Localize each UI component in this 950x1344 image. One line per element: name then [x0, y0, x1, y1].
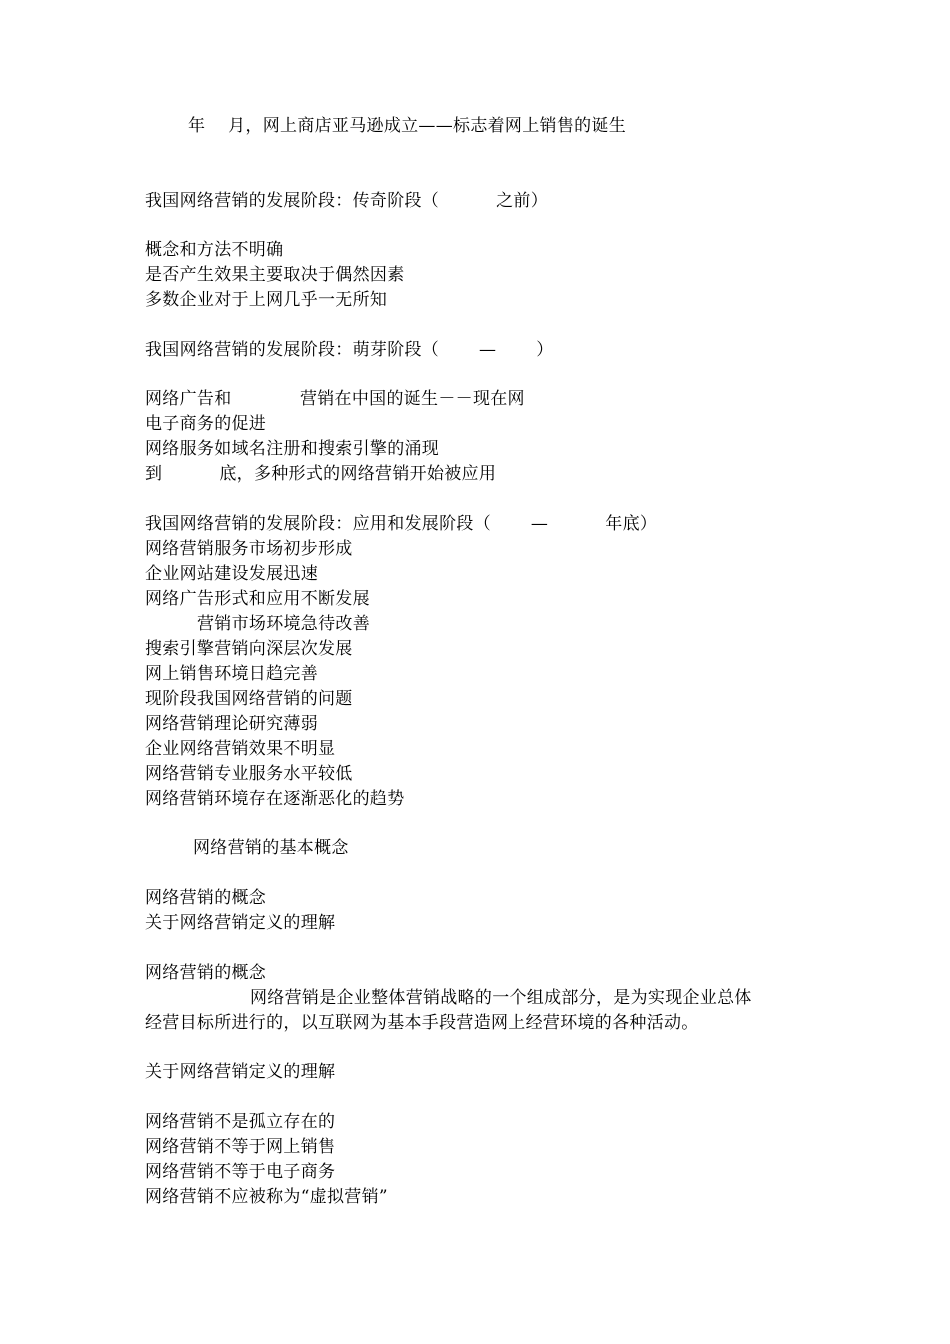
definition-paragraph-line-1: 网络营销是企业整体营销战略的一个组成部分，是为实现企业总体 [250, 988, 752, 1008]
text-line-stage-sprout-heading: 我国网络营销的发展阶段：萌芽阶段（ — ） [145, 340, 554, 360]
definition-paragraph-line-2: 经营目标所进行的，以互联网为基本手段营造网上经营环境的各种活动。 [145, 1013, 699, 1033]
text-line: 网络营销不是孤立存在的 [145, 1112, 336, 1132]
text-line: 网络营销的概念 [145, 963, 267, 983]
text-line: 网络营销服务市场初步形成 [145, 539, 353, 559]
text-line: 网络广告和 营销在中国的诞生－－现在网 [145, 389, 525, 409]
text-line-stage-legend-heading: 我国网络营销的发展阶段：传奇阶段（ 之前） [145, 191, 549, 211]
text-line: 网络营销不等于网上销售 [145, 1137, 336, 1157]
text-line: 是否产生效果主要取决于偶然因素 [145, 265, 405, 285]
text-line-stage-application-heading: 我国网络营销的发展阶段：应用和发展阶段（ — 年底） [145, 514, 658, 534]
text-line: 网络营销的概念 [145, 888, 267, 908]
text-line: 电子商务的促进 [145, 414, 267, 434]
text-line: 现阶段我国网络营销的问题 [145, 689, 353, 709]
text-line: 关于网络营销定义的理解 [145, 1062, 336, 1082]
section-heading: 网络营销的基本概念 [193, 838, 349, 858]
text-line: 网络营销不等于电子商务 [145, 1162, 336, 1182]
text-line: 多数企业对于上网几乎一无所知 [145, 290, 388, 310]
text-line: 网络广告形式和应用不断发展 [145, 589, 370, 609]
text-line: 企业网络营销效果不明显 [145, 739, 336, 759]
text-line: 关于网络营销定义的理解 [145, 913, 336, 933]
text-line: 网络服务如域名注册和搜索引擎的涌现 [145, 439, 440, 459]
text-line: 网络营销专业服务水平较低 [145, 764, 353, 784]
text-line: 网上销售环境日趋完善 [145, 664, 318, 684]
text-line: 企业网站建设发展迅速 [145, 564, 318, 584]
text-line: 概念和方法不明确 [145, 240, 284, 260]
text-line-amazon: 年 月，网上商店亚马逊成立——标志着网上销售的诞生 [188, 116, 627, 136]
text-line: 营销市场环境急待改善 [197, 614, 370, 634]
text-line: 到 底，多种形式的网络营销开始被应用 [145, 464, 497, 484]
text-line: 网络营销理论研究薄弱 [145, 714, 318, 734]
text-line: 网络营销不应被称为“虚拟营销” [145, 1187, 388, 1207]
text-line: 网络营销环境存在逐渐恶化的趋势 [145, 789, 405, 809]
text-line: 搜索引擎营销向深层次发展 [145, 639, 353, 659]
